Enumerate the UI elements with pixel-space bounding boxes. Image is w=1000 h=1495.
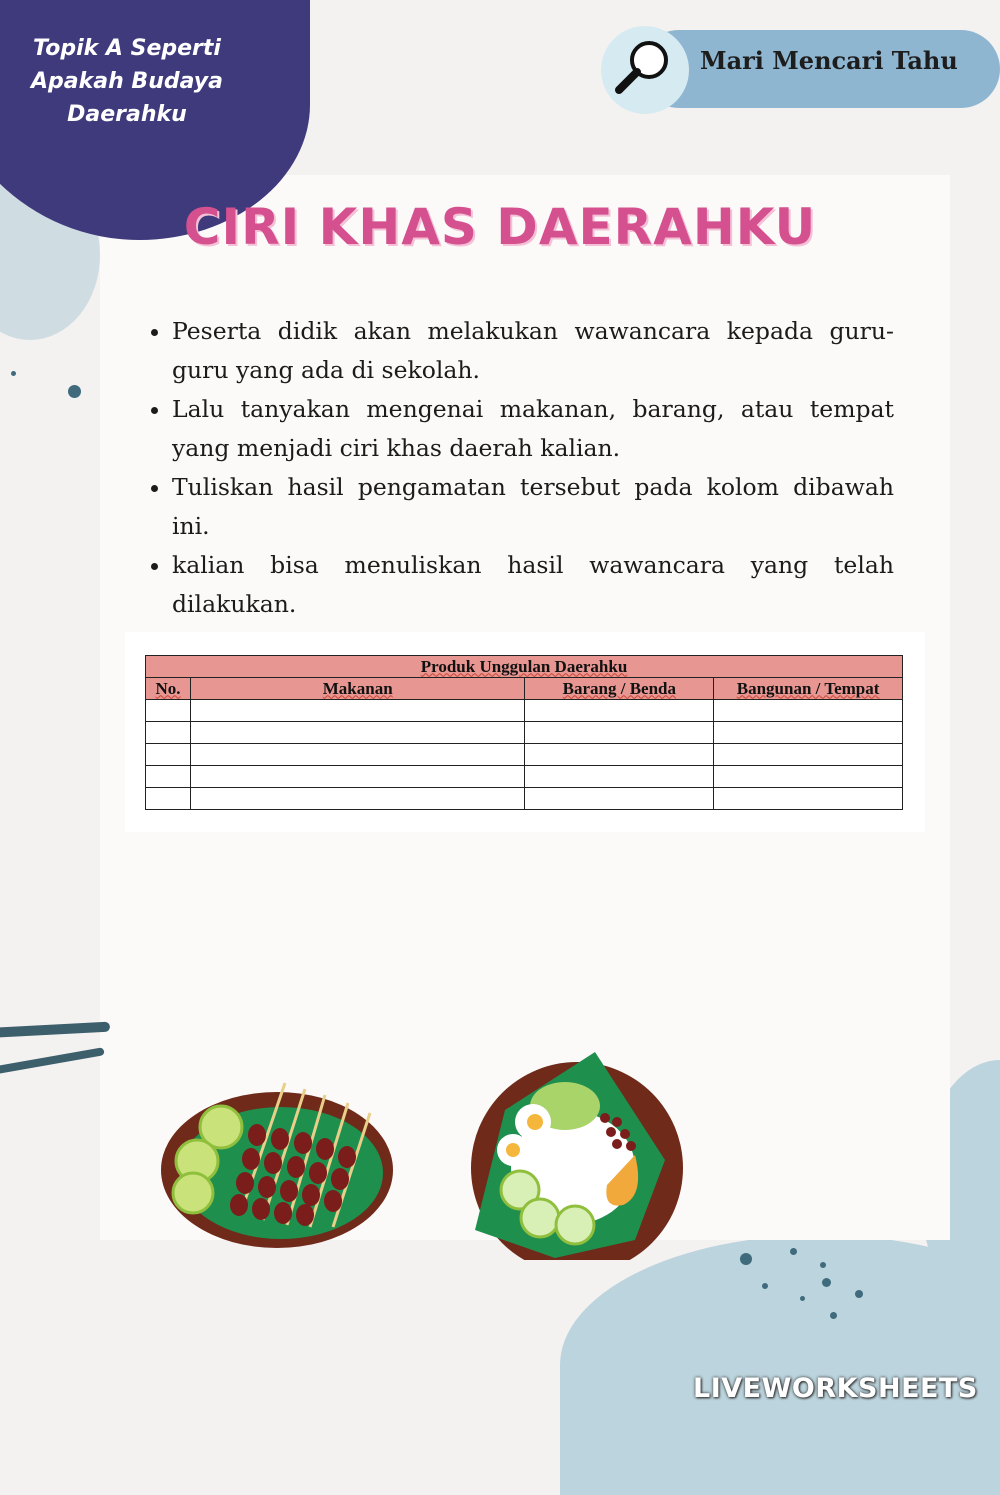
cell-bangunan[interactable] xyxy=(714,744,903,766)
watermark: LIVEWORKSHEETS xyxy=(693,1373,978,1404)
decor-stripe xyxy=(0,1047,105,1077)
cell-makanan[interactable] xyxy=(190,744,525,766)
rice-plate-icon xyxy=(465,1050,690,1260)
instruction-item: • kalian bisa menuliskan hasil wawancara yang telah dilakukan. xyxy=(172,546,894,624)
col-header-no: No. xyxy=(146,678,191,700)
cell-no[interactable] xyxy=(146,700,191,722)
table-row xyxy=(146,788,903,810)
satay-plate-icon xyxy=(155,1075,400,1255)
badge-icon-circle xyxy=(601,26,689,114)
instruction-item: • Tuliskan hasil pengamatan tersebut pada kolom dibawah ini. xyxy=(172,468,894,546)
topic-line-1: Topik A Seperti xyxy=(33,36,221,61)
cell-barang[interactable] xyxy=(525,788,714,810)
cell-bangunan[interactable] xyxy=(714,788,903,810)
table-row xyxy=(146,722,903,744)
cell-barang[interactable] xyxy=(525,722,714,744)
cell-barang[interactable] xyxy=(525,744,714,766)
topic-line-2: Apakah Budaya xyxy=(31,69,223,94)
cell-no[interactable] xyxy=(146,788,191,810)
col-header-bangunan: Bangunan / Tempat xyxy=(714,678,903,700)
col-header-barang: Barang / Benda xyxy=(525,678,714,700)
table-row xyxy=(146,744,903,766)
cell-barang[interactable] xyxy=(525,766,714,788)
table-row xyxy=(146,766,903,788)
cell-makanan[interactable] xyxy=(190,722,525,744)
page-title: CIRI KHAS DAERAHKU xyxy=(183,198,817,256)
cell-bangunan[interactable] xyxy=(714,700,903,722)
instruction-list xyxy=(130,312,894,624)
instruction-item: • Lalu tanyakan mengenai makanan, barang, atau tempat yang menjadi ciri khas daerah kalian. xyxy=(172,390,894,468)
col-header-makanan: Makanan xyxy=(190,678,525,700)
table-row xyxy=(146,700,903,722)
cell-no[interactable] xyxy=(146,766,191,788)
cell-makanan[interactable] xyxy=(190,788,525,810)
decor-blob-bottom xyxy=(560,1235,1000,1495)
cell-makanan[interactable] xyxy=(190,700,525,722)
cell-barang[interactable] xyxy=(525,700,714,722)
decor-stripe xyxy=(0,1022,110,1039)
table-caption: Produk Unggulan Daerahku xyxy=(146,656,903,678)
instruction-item: • Peserta didik akan melakukan wawancara kepada guru-guru yang ada di sekolah. xyxy=(172,312,894,390)
cell-no[interactable] xyxy=(146,722,191,744)
badge-label: Mari Mencari Tahu xyxy=(700,46,958,75)
magnifier-icon xyxy=(601,26,689,114)
cell-bangunan[interactable] xyxy=(714,766,903,788)
cell-makanan[interactable] xyxy=(190,766,525,788)
topic-line-3: Daerahku xyxy=(67,102,187,127)
topic-label xyxy=(22,32,232,131)
cell-bangunan[interactable] xyxy=(714,722,903,744)
cell-no[interactable] xyxy=(146,744,191,766)
product-table xyxy=(145,655,903,810)
